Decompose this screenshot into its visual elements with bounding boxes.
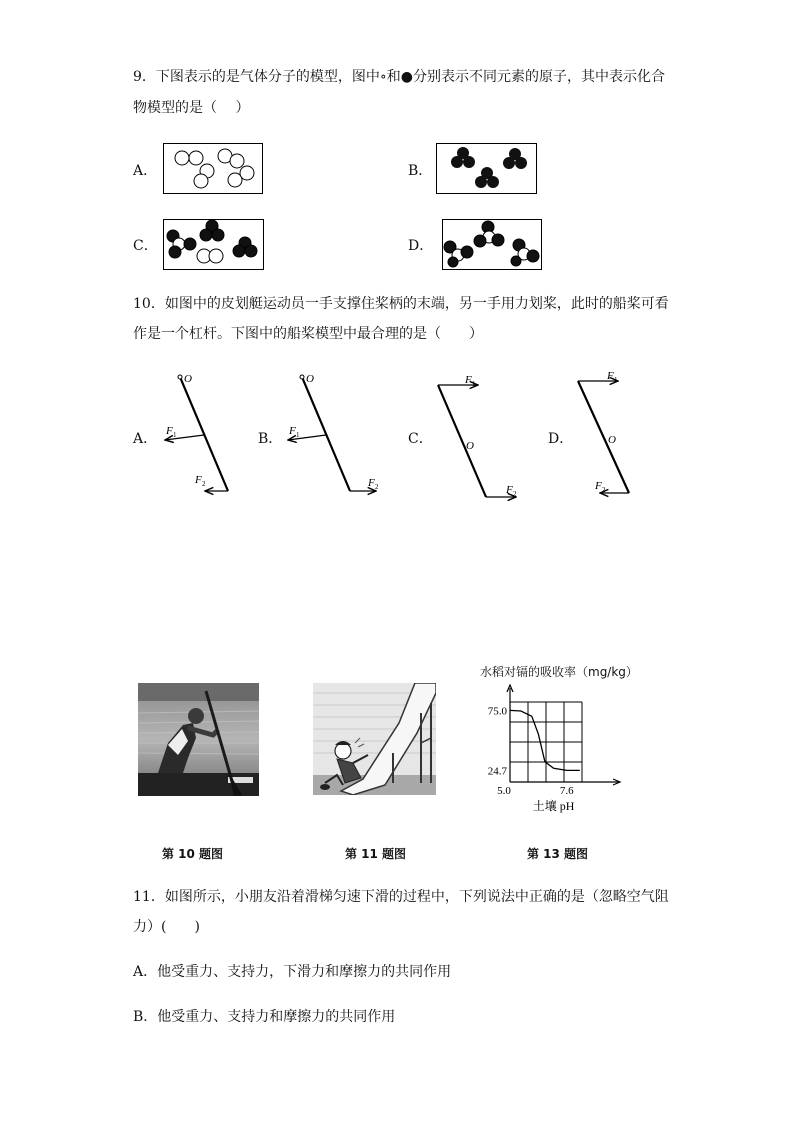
q10-option-c-label: C． [408,431,433,447]
chart-series [510,710,580,770]
q10-d-f1-label: F [607,370,614,382]
q10-option-a-label: A． [133,431,158,447]
q9-option-c-label: C． [133,238,158,254]
x-axis-label: 土壤 pH [532,799,575,813]
q10-b-f2-label: F [368,477,375,489]
q10-line1: 10．如图中的皮划艇运动员一手支撑住桨柄的末端，另一手用力划桨，此时的船桨可看 [133,296,669,312]
q10-option-b-label: B． [258,431,283,447]
q11-option-b: B．他受重力、支持力和摩擦力的共同作用 [133,1009,396,1025]
q10-c-f1-label: F [465,374,472,386]
figure-11-caption: 第 11 题图 [345,847,407,861]
x-tick-label: 5.0 [497,785,511,797]
q9-option-b-molecule-box [436,143,537,194]
x-tick-label: 7.6 [559,785,574,797]
q10-option-a-oar-diagram [155,365,245,500]
q10-d-f2-subscript: 2 [602,486,606,494]
q9-option-b-label: B． [408,163,433,179]
q10-option-b-oar-diagram [280,365,380,500]
q10-line2: 作是一个杠杆。下图中的船桨模型中最合理的是（ ） [133,326,483,342]
q9-line2: 物模型的是（ ） [133,100,250,116]
q10-a-pivot-label: O [184,373,192,385]
q10-a-f1-subscript: 1 [173,431,177,439]
q10-d-f1-subscript: 1 [614,376,618,384]
q10-b-f2-subscript: 2 [375,483,379,491]
q10-b-f1-label: F [289,425,296,437]
y-tick-label: 75.0 [487,705,507,718]
q10-c-pivot-label: O [466,440,474,452]
q11-line1: 11．如图所示，小朋友沿着滑梯匀速下滑的过程中，下列说法中正确的是（忽略空气阻 [133,889,669,905]
q10-a-f1-label: F [166,425,173,437]
figure-13-caption: 第 13 题图 [527,847,589,861]
q9-line1: 9．下图表示的是气体分子的模型，图中∘和●分别表示不同元素的原子，其中表示化合 [133,69,665,85]
q10-c-f2-subscript: 2 [513,490,517,498]
q10-d-pivot-label: O [608,434,616,446]
q10-d-f2-label: F [595,480,602,492]
slide-child-illustration [313,683,436,795]
q9-option-a-molecule-box [163,143,263,194]
soil-ph-cadmium-chart [480,682,630,814]
q11-option-a: A．他受重力、支持力，下滑力和摩擦力的共同作用 [133,964,452,980]
q9-option-d-label: D． [408,238,434,254]
q10-b-f1-subscript: 1 [296,431,300,439]
q9-option-a-label: A． [133,163,158,179]
figure-10-caption: 第 10 题图 [162,847,224,861]
q10-a-f2-subscript: 2 [202,480,206,488]
q10-c-f1-subscript: 1 [472,380,476,388]
q10-option-c-oar-diagram [430,365,530,505]
q9-option-c-molecule-box [163,219,264,270]
q10-option-d-label: D． [548,431,574,447]
kayak-athlete-photo [138,683,259,796]
q10-c-f2-label: F [506,484,513,496]
q11-line2: 力）( ) [133,919,200,935]
q10-b-pivot-label: O [306,373,314,385]
q10-option-d-oar-diagram [570,365,660,505]
y-tick-label: 24.7 [487,765,507,778]
chart-title: 水稻对镉的吸收率（mg/kg） [480,665,638,679]
q10-a-f2-label: F [195,474,202,486]
series-line [510,710,580,770]
q9-option-d-molecule-box [442,219,542,270]
